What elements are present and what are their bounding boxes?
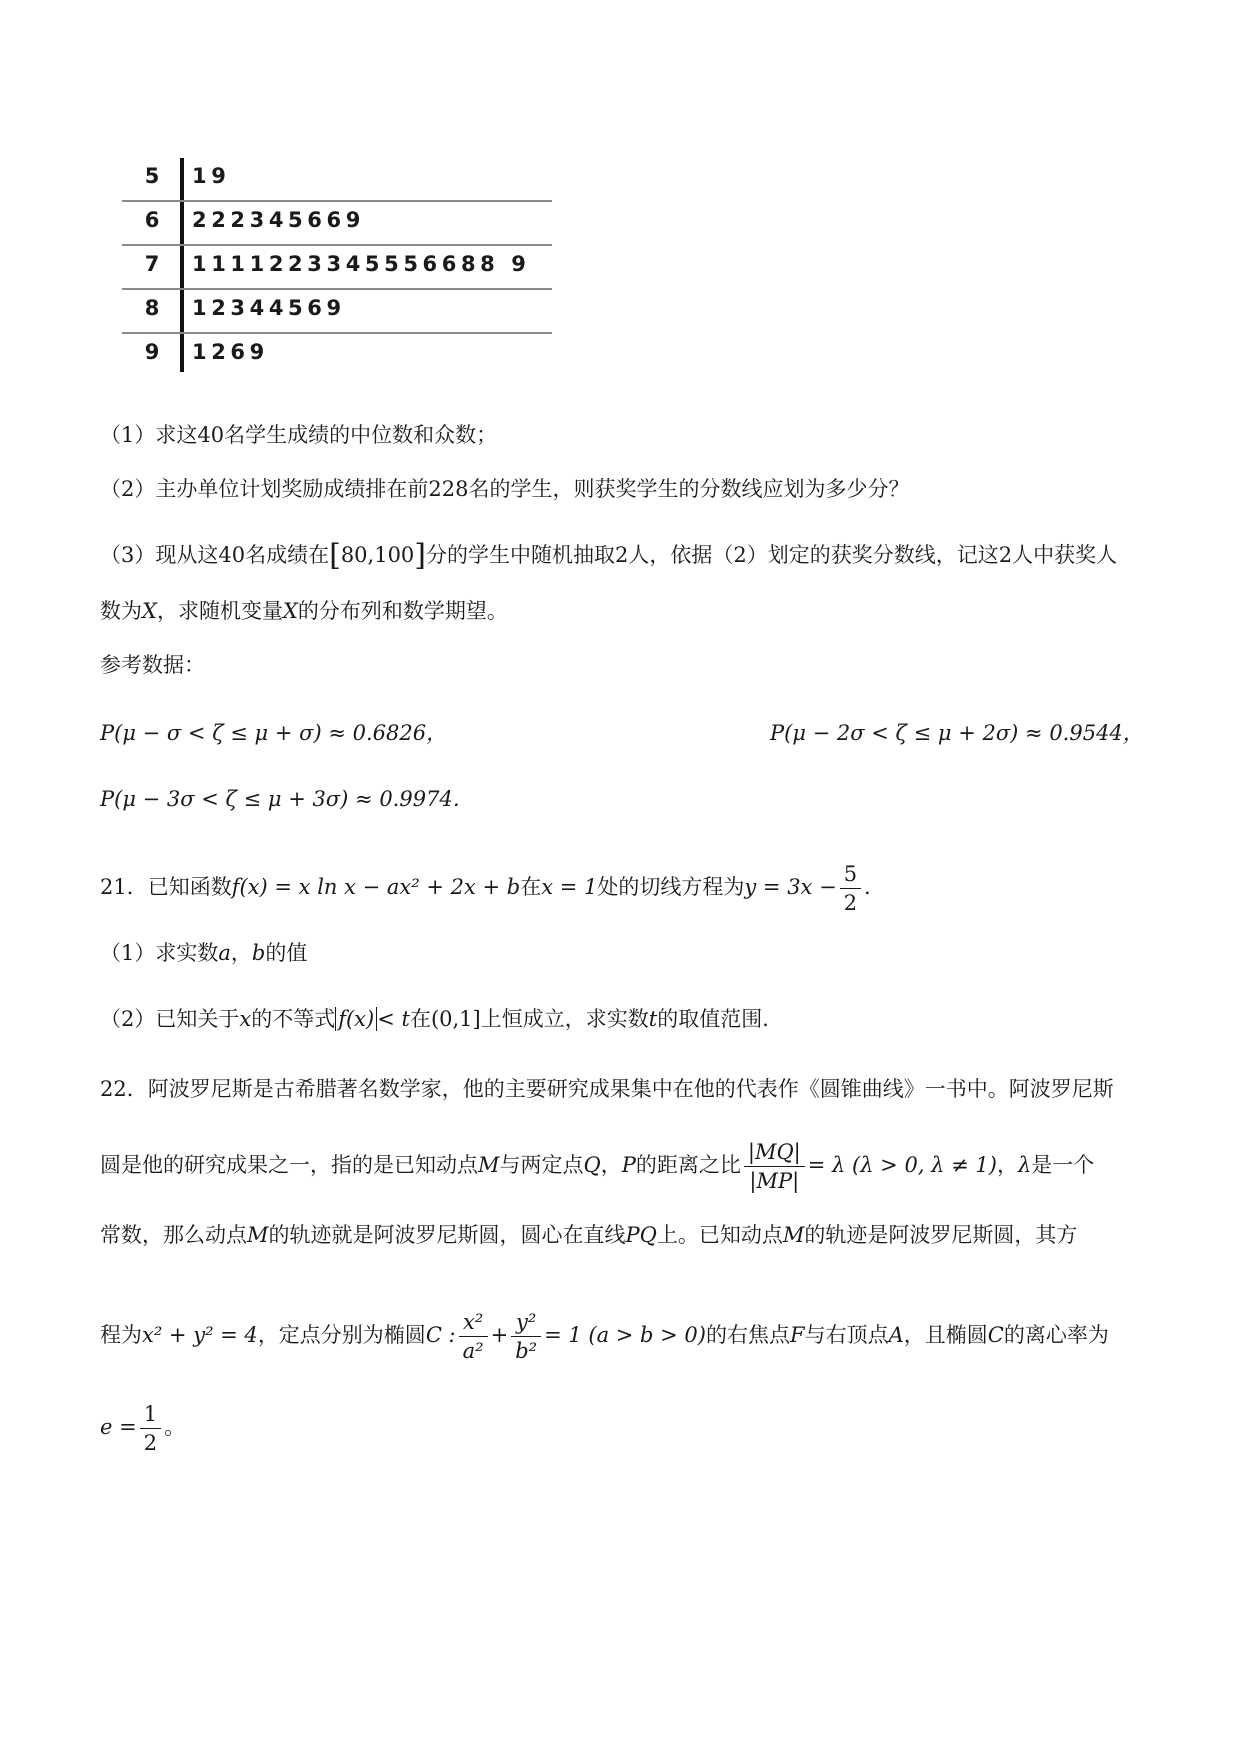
text: ， [996,1153,1018,1177]
variable-p: P [621,1153,636,1177]
eccentricity: e = [100,1415,137,1439]
stem-leaf-row [122,202,552,246]
text: 的轨迹是阿波罗尼斯圆，其方 [804,1223,1078,1247]
text: 常数，那么动点 [100,1223,247,1247]
variable-b: b [251,941,266,965]
tangent-point: x = 1 [541,875,598,899]
q22-line3 [100,1220,1077,1250]
text: ，求随机变量 [156,599,283,623]
q22-line4 [100,1308,1109,1365]
text: 的分布列和数学期望。 [297,599,508,623]
vertex-a: A [888,1323,904,1347]
q20-part3-line1 [100,540,1117,571]
fraction [140,1400,161,1457]
q20-part3-text: 分的学生中随机抽取2人，依据（2）划定的获奖分数线，记这2人中获奖人 [426,543,1118,567]
q22-line1: 22．阿波罗尼斯是古希腊著名数学家，他的主要研究成果集中在他的代表作《圆锥曲线》一书中。阿波罗尼斯 [100,1077,1114,1101]
numerator: x² [459,1308,488,1337]
stem: 5 [144,164,160,188]
reference-formula-2: P(μ − 2σ < ζ ≤ μ + 2σ) ≈ 0.9544， [770,721,1144,745]
distance-ratio [744,1138,805,1195]
q20-part1: （1）求这40名学生成绩的中位数和众数； [100,423,498,447]
line-pq: PQ [625,1223,657,1247]
q20-part3-text: （3）现从这40名成绩在 [100,543,330,567]
denominator: |MP| [749,1169,800,1193]
leaves: 222345669 [192,208,365,232]
denominator: b² [515,1339,538,1363]
interval: 80,100 [340,543,415,567]
text: 是一个 [1031,1153,1095,1177]
stem-leaf-row [122,290,552,334]
q21-part2 [100,1004,783,1034]
text: ， [230,941,252,965]
numerator: |MQ| [744,1138,805,1167]
text: 的离心率为 [1003,1323,1109,1347]
denominator: 2 [843,891,858,915]
q20-part2: （2）主办单位计划奖励成绩排在前228名的学生，则获奖学生的分数线应划为多少分？ [100,477,910,501]
text: 。 [164,1415,186,1439]
text: 的轨迹就是阿波罗尼斯圆，圆心在直线 [268,1223,626,1247]
text: 上恒成立，求实数 [480,1007,649,1031]
variable-x: X [142,599,157,623]
numerator: y² [511,1308,541,1337]
variable-x: x [239,1007,252,1031]
lambda-condition: = λ (λ > 0, λ ≠ 1) [807,1153,997,1177]
leaves: 19 [192,164,231,188]
q22-line2 [100,1138,1094,1195]
stem-leaf-row [122,334,552,378]
text: 与右顶点 [804,1323,889,1347]
stem: 8 [144,296,160,320]
variable-a: a [218,941,231,965]
reference-label: 参考数据： [100,653,205,677]
stem-leaf-plot [122,158,552,378]
right-bracket: ] [414,538,427,573]
text: ． [864,875,886,899]
stem-leaf-row [122,246,552,290]
text: 的值 [265,941,308,965]
text: 在 [409,1007,431,1031]
numerator: 1 [140,1400,161,1429]
left-bracket: [ [329,538,341,573]
text: 程为 [100,1323,142,1347]
text: 上。已知动点 [656,1223,783,1247]
plus-sign: + [490,1323,509,1347]
denominator: 2 [143,1431,158,1455]
variable-x: X [282,599,298,623]
text: 的不等式 [251,1007,336,1031]
q21-stem [100,860,885,917]
leaves: 12344569 [192,296,346,320]
text: ，定点分别为椭圆 [257,1323,426,1347]
text: 的取值范围． [657,1007,784,1031]
interval: (0,1] [430,1007,481,1031]
text: （1）求实数 [100,941,219,965]
stem: 7 [144,252,160,276]
text: 数为 [100,599,142,623]
q21-part1 [100,938,307,968]
text: 在 [520,875,542,899]
inequality: < t [377,1007,410,1031]
absolute-value: f(x) [335,1007,377,1031]
q20-part3-line2 [100,596,508,626]
text: 21．已知函数 [100,875,232,899]
leaves: 1269 [192,340,269,364]
reference-formula-3: P(μ − 3σ < ζ ≤ μ + 3σ) ≈ 0.9974． [100,787,474,811]
stem-leaf-row [122,158,552,202]
text: ，且椭圆 [903,1323,988,1347]
circle-equation: x² + y² = 4 [142,1323,258,1347]
text: ， [600,1153,622,1177]
text: 与两定点 [499,1153,584,1177]
tangent-line: y = 3x − [744,875,837,899]
denominator: a² [462,1339,484,1363]
ellipse-name: C : [425,1323,456,1347]
numerator: 5 [840,860,861,889]
variable-m: M [782,1223,805,1247]
function-expression: f(x) = x ln x − ax² + 2x + b [231,875,521,899]
lambda: λ [1017,1153,1032,1177]
leaves: 1111223345556688 9 [192,252,531,276]
text: （2）已知关于 [100,1007,240,1031]
stem: 9 [144,340,160,364]
variable-t: t [648,1007,658,1031]
text: 处的切线方程为 [597,875,745,899]
variable-m: M [247,1223,269,1247]
ellipse-condition: = 1 (a > b > 0) [544,1323,706,1347]
ellipse-c: C [987,1323,1004,1347]
variable-q: Q [583,1153,601,1177]
text: 的右焦点 [706,1323,790,1347]
text: 的距离之比 [635,1153,741,1177]
q22-line5 [100,1400,185,1457]
fraction [459,1308,488,1365]
focus-f: F [790,1323,805,1347]
text: 圆是他的研究成果之一，指的是已知动点 [100,1153,478,1177]
reference-formula-1: P(μ − σ < ζ ≤ μ + σ) ≈ 0.6826， [100,721,448,745]
stem: 6 [144,208,160,232]
fraction [511,1308,541,1365]
fraction [840,860,861,917]
variable-m: M [478,1153,500,1177]
